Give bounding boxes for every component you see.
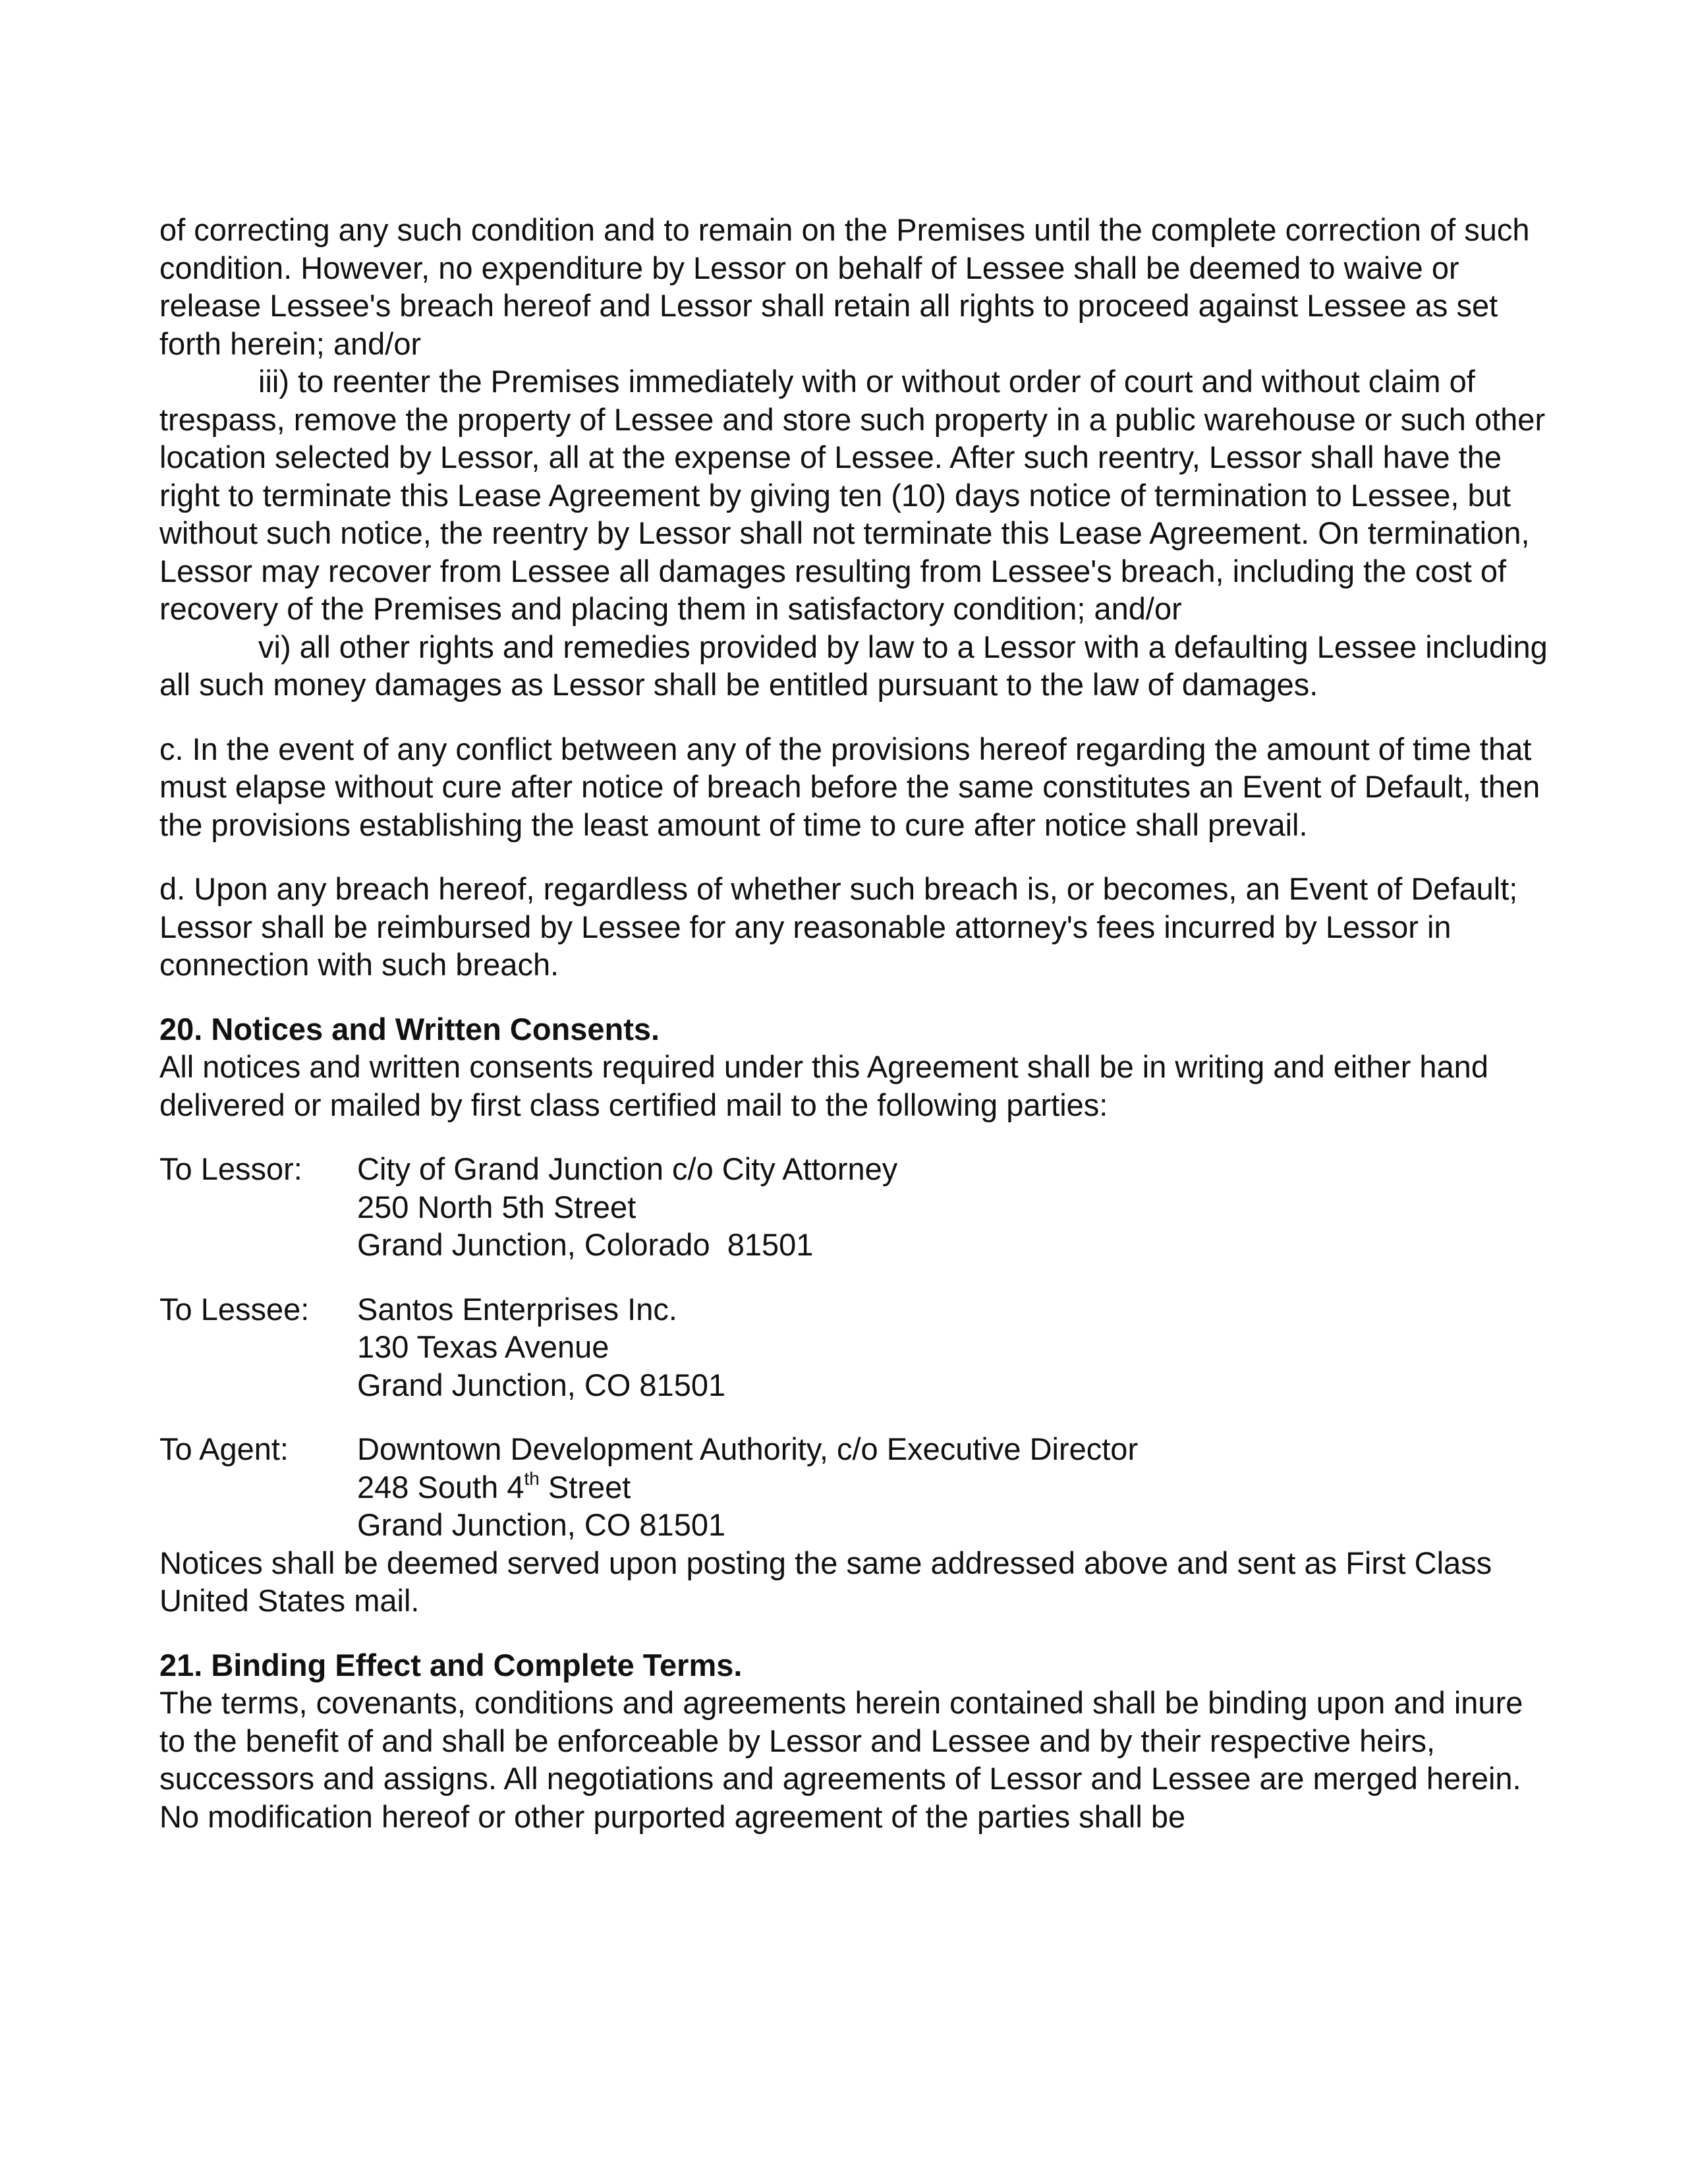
lessee-label: To Lessee: xyxy=(159,1291,310,1327)
lessee-address xyxy=(357,1290,1550,1404)
lessee-address-line-3: Grand Junction, CO 81501 xyxy=(357,1367,726,1402)
section-20-body: All notices and written consents required under this Agreement shall be in writing and either hand delivered or mailed by first class certified mail to the following parties: xyxy=(159,1049,1488,1122)
lessor-address xyxy=(357,1150,1550,1264)
ordinal-suffix: th xyxy=(524,1468,540,1489)
remedy-item-iii: iii) to reenter the Premises immediately with or without order of court and without claim of trespass, remove the property of Lessee and store such property in a public warehouse or such other location selected by Lessor, all at the expense of Lessee. After such reentry, Lessor shall have the right to terminate this Lease Agreement by giving ten (10) days notice of termination to Lessee, but without such notice, the reentry by Lessor shall not terminate this Lease Agreement. On termination, Lessor may recover from Lessee all damages resulting from Lessee's breach, including the cost of recovery of the Premises and placing them in satisfactory condition; and/or xyxy=(159,364,1546,626)
section-21-heading: 21. Binding Effect and Complete Terms. xyxy=(159,1647,743,1682)
agent-address-line-2 xyxy=(357,1468,1550,1507)
agent-address xyxy=(357,1430,1550,1544)
lessor-address-block xyxy=(159,1150,1550,1264)
agent-address-block xyxy=(159,1430,1550,1544)
section-20-heading: 20. Notices and Written Consents. xyxy=(159,1011,660,1047)
paragraph-d: d. Upon any breach hereof, regardless of whether such breach is, or becomes, an Event of Default; Lessor shall be reimbursed by Lessee for any reasonable attorney's fees incurred by Lessor in connection with such breach. xyxy=(159,871,1518,982)
lessee-address-line-1: Santos Enterprises Inc. xyxy=(357,1291,677,1327)
lessor-address-line-2: 250 North 5th Street xyxy=(357,1189,636,1224)
lessee-address-line-2: 130 Texas Avenue xyxy=(357,1329,609,1364)
agent-label: To Agent: xyxy=(159,1431,289,1466)
lessee-address-block xyxy=(159,1290,1550,1404)
lessor-address-line-1: City of Grand Junction c/o City Attorney xyxy=(357,1151,898,1186)
agent-street-name: Street xyxy=(539,1469,631,1505)
agent-street-number: 248 South 4 xyxy=(357,1469,524,1505)
lessor-address-line-3: Grand Junction, Colorado 81501 xyxy=(357,1227,814,1262)
paragraph-c: c. In the event of any conflict between any of the provisions hereof regarding the amount of time that must elapse without cure after notice of breach before the same constitutes an Event of Default, then the provisions establishing the least amount of time to cure after notice shall prevail. xyxy=(159,731,1540,842)
continuation-paragraph: of correcting any such condition and to remain on the Premises until the complete correction of such condition. However, no expenditure by Lessor on behalf of Lessee shall be deemed to waive or release Lessee's breach hereof and Lessor shall retain all rights to proceed against Lessee as set forth herein; and/or xyxy=(159,212,1530,361)
agent-address-line-3: Grand Junction, CO 81501 xyxy=(357,1507,726,1542)
notices-closing: Notices shall be deemed served upon posting the same addressed above and sent as First Class United States mail. xyxy=(159,1545,1492,1618)
section-21-body: The terms, covenants, conditions and agreements herein contained shall be binding upon and inure to the benefit of and shall be enforceable by Lessor and Lessee and by their respective heirs, successors and assigns. All negotiations and agreements of Lessor and Lessee are merged herein. No modification hereof or other purported agreement of the parties shall be xyxy=(159,1685,1523,1834)
lessor-label: To Lessor: xyxy=(159,1151,302,1186)
document-page xyxy=(159,211,1550,1835)
agent-address-line-1: Downtown Development Authority, c/o Executive Director xyxy=(357,1431,1139,1466)
remedy-item-vi: vi) all other rights and remedies provided by law to a Lessor with a defaulting Lessee including all such money damages as Lessor shall be entitled pursuant to the law of damages. xyxy=(159,629,1548,702)
